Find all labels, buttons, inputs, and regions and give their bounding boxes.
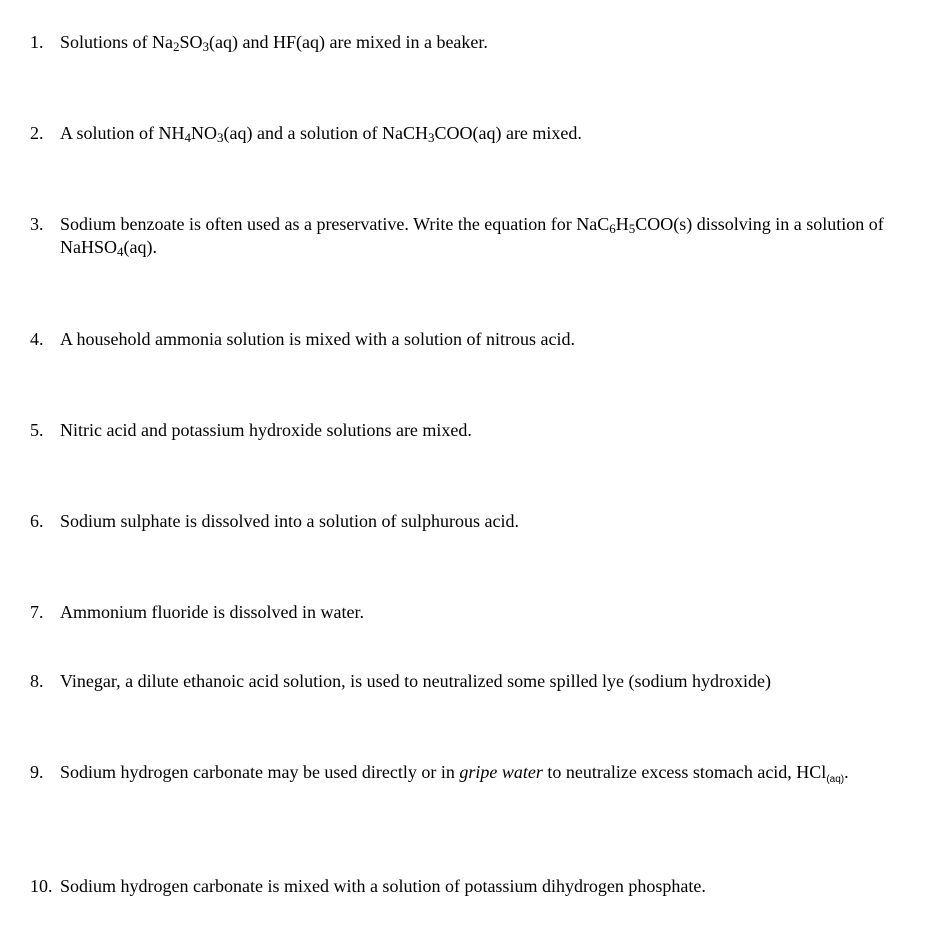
question-number: 8. — [30, 671, 44, 691]
question-8 — [30, 670, 910, 693]
question-text: Sodium hydrogen carbonate is mixed with a solution of potassium dihydrogen phosphate. — [60, 876, 706, 896]
question-number: 10. — [30, 876, 53, 896]
question-text: Sodium benzoate is often used as a preservative. Write the equation for $NaC_6H_5COO(s)$ dissolving in a solution of NaHSO$_4$(aq). — [60, 214, 884, 259]
question-number: 6. — [30, 511, 44, 531]
question-7 — [30, 601, 910, 624]
question-text: Sodium sulphate is dissolved into a solution of sulphurous acid. — [60, 511, 519, 531]
question-text: Vinegar, a dilute ethanoic acid solution, is used to neutralized some spilled lye (sodium hydroxide) — [60, 671, 772, 691]
question-number: 2. — [30, 123, 44, 143]
question-4 — [30, 328, 910, 351]
question-text: Nitric acid and potassium hydroxide solutions are mixed. — [60, 420, 472, 440]
question-2 — [30, 122, 910, 145]
question-number: 4. — [30, 329, 44, 349]
question-1 — [30, 31, 910, 54]
question-number: 3. — [30, 214, 44, 234]
question-9 — [30, 761, 910, 784]
question-text: Sodium hydrogen carbonate may be used directly or in gripe water to neutralize excess stomach acid, HCl$_{(aq)}$. — [60, 762, 849, 785]
question-6 — [30, 510, 910, 533]
question-text: Solutions of $Na_2SO_3(aq)$ and HF(aq) are mixed in a beaker. — [60, 32, 488, 54]
question-3 — [30, 213, 910, 259]
question-10 — [30, 875, 910, 898]
question-5 — [30, 419, 910, 442]
question-number: 5. — [30, 420, 44, 440]
question-number: 7. — [30, 602, 44, 622]
question-number: 1. — [30, 32, 44, 52]
question-text: A household ammonia solution is mixed with a solution of nitrous acid. — [60, 329, 575, 349]
question-number: 9. — [30, 762, 44, 782]
question-text: Ammonium fluoride is dissolved in water. — [60, 602, 364, 622]
question-text: A solution of $NH_4NO_3(aq)$ and a solution of NaCH$_3$COO(aq) are mixed. — [60, 123, 582, 145]
